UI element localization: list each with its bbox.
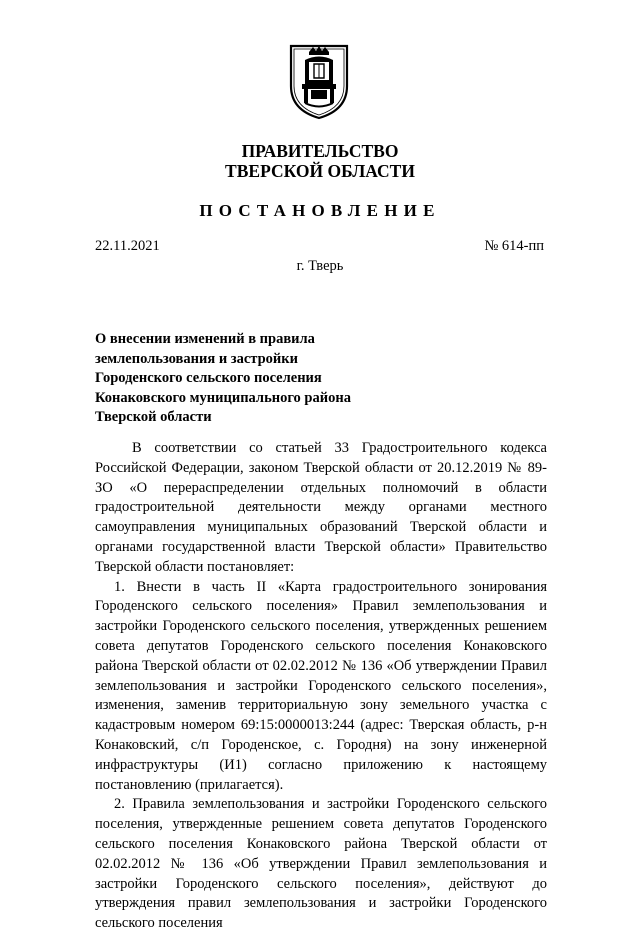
organization-name-line1: ПРАВИТЕЛЬСТВО [241,141,399,161]
title-line: Городенского сельского поселения [95,370,322,387]
tver-coat-of-arms-icon [287,40,351,120]
organization-name-line2: ТВЕРСКОЙ ОБЛАСТИ [225,161,415,181]
document-date: 22.11.2021 [95,238,160,254]
document-city: г. Тверь [296,258,344,274]
title-line: землепользования и застройки [95,350,298,367]
document-title [95,330,415,428]
title-line: О внесении изменений в правила [95,331,315,347]
document-body [95,439,547,934]
title-line: Конаковского муниципального района [95,389,351,406]
document-type: ПОСТАНОВЛЕНИЕ [199,201,441,220]
preamble-paragraph: В соответствии со статьей 33 Градостроительного кодекса Российской Федерации, законом Тверской области от 20.12.2019 № 89-ЗО «О перераспределении отдельных полномочий в области градостроительной деятельности между органами местного самоуправления муниципальных образований Тверской области и органами государственной власти Тверской области» Правительство Тверской области постановляет: [95,440,547,575]
document-number: № 614-пп [484,238,544,254]
title-line: Тверской области [95,409,212,426]
clause-1-paragraph: 1. Внести в часть II «Карта градостроительного зонирования Городенского сельского поселения» Правил землепользования и застройки Городенского сельского поселения, утвержденных решением совета депутатов Городенского сельского поселения Конаковского района Тверской области от 02.02.2012 № 136 «Об утверждении Правил землепользования и застройки Городенского сельского поселения», изменения, заменив территориальную зону земельного участка с кадастровым номером 69:15:0000013:244 (адрес: Тверская область, р-н Конаковский, с/п Городенское, с. Городня) на зону инженерной инфраструктуры (И1) согласно приложению к настоящему постановлению (прилагается). [95,578,547,793]
clause-2-paragraph: 2. Правила землепользования и застройки Городенского сельского поселения, утвержденные решением совета депутатов Городенского сельского поселения Конаковского района Тверской области от 02.02.2012 № 136 «Об утверждении Правил землепользования и застройки Городенского сельского поселения», действуют до утверждения правил землепользования и застройки Городенского сельского поселения [95,796,547,932]
